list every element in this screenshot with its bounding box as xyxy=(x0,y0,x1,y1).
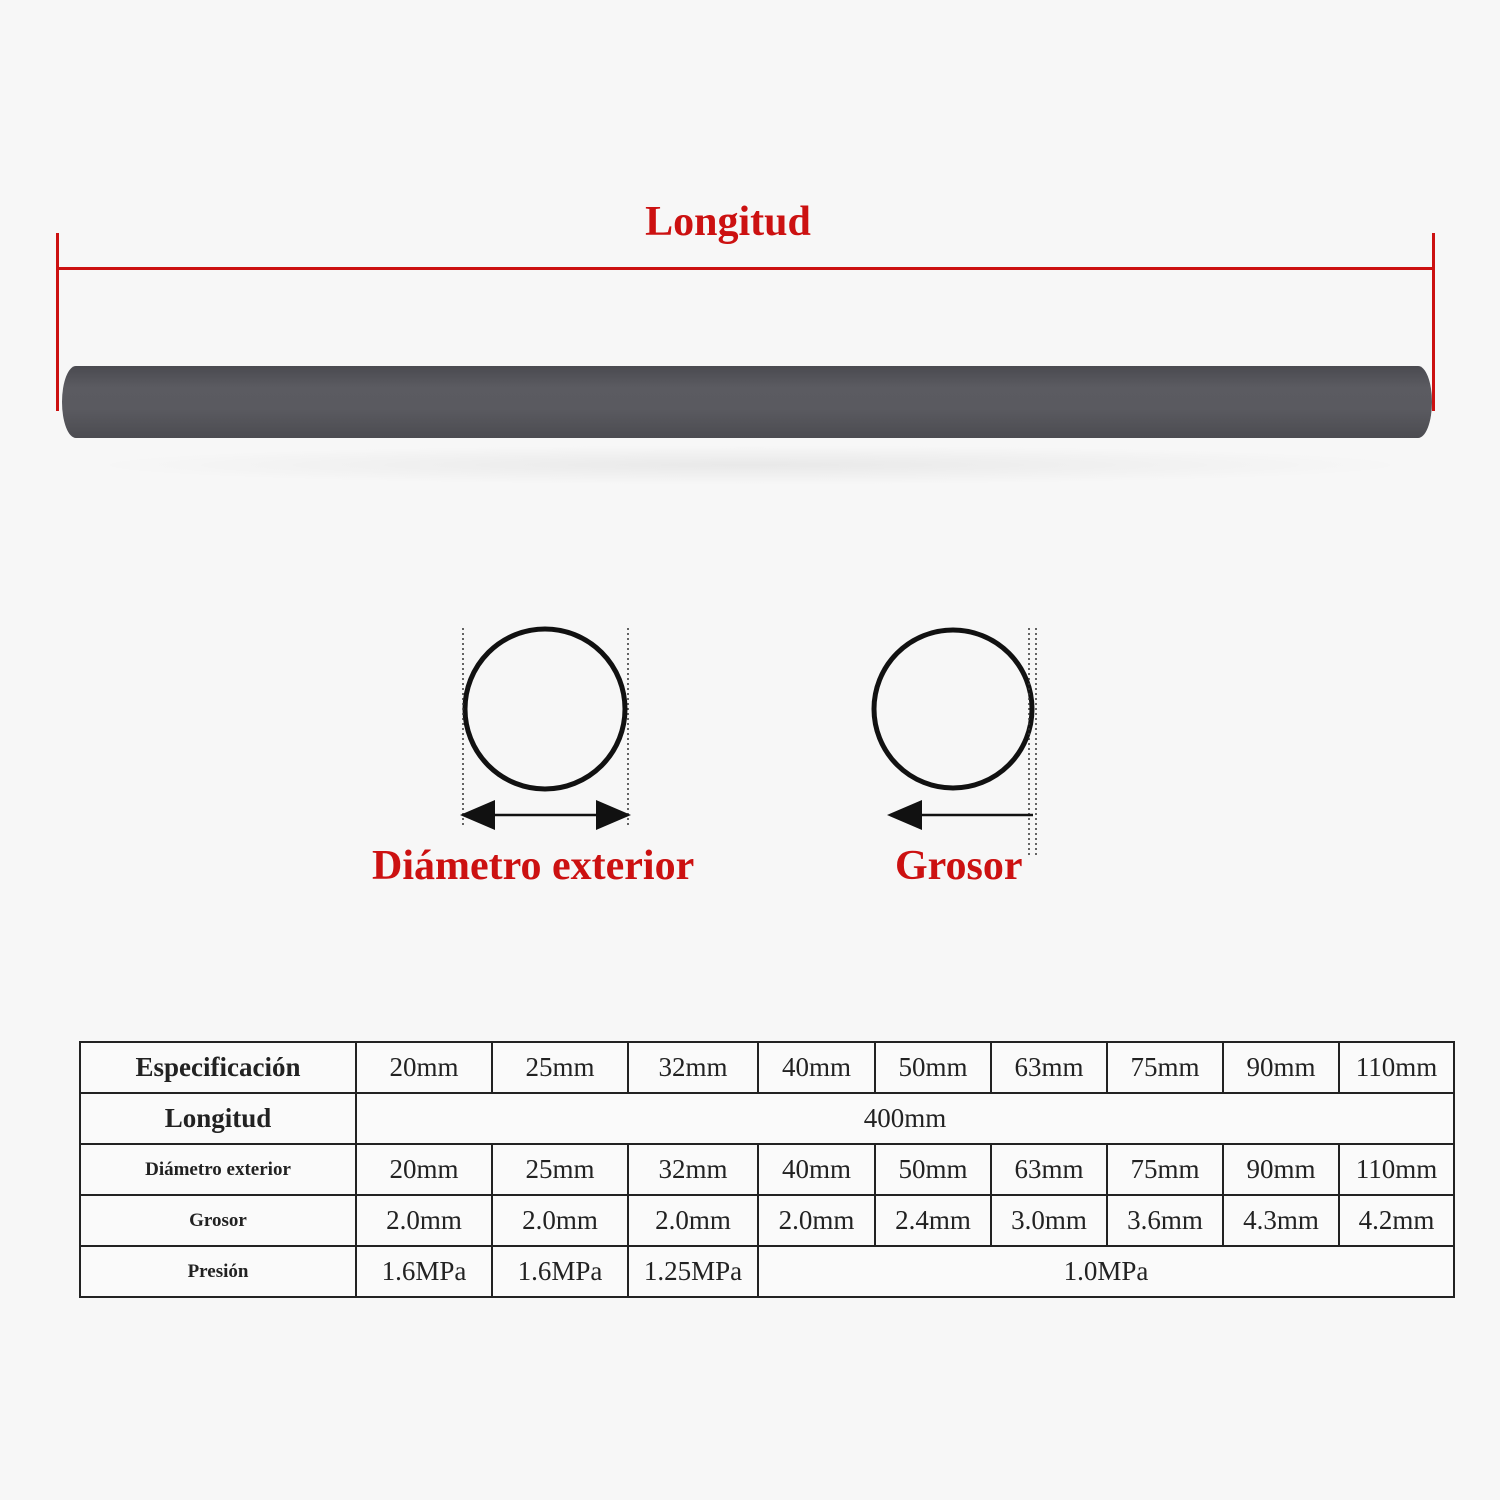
table-cell: 2.0mm xyxy=(356,1195,492,1246)
thickness-row xyxy=(80,1195,1454,1246)
pressure-merged-cell: 1.0MPa xyxy=(758,1246,1454,1297)
table-cell: 4.3mm xyxy=(1223,1195,1339,1246)
pressure-row xyxy=(80,1246,1454,1297)
table-cell: 1.6MPa xyxy=(492,1246,628,1297)
diameter-row xyxy=(80,1144,1454,1195)
table-cell: 4.2mm xyxy=(1339,1195,1454,1246)
table-cell: 40mm xyxy=(758,1042,875,1093)
spec-row-label: Especificación xyxy=(80,1042,356,1093)
table-cell: 50mm xyxy=(875,1042,991,1093)
table-cell: 90mm xyxy=(1223,1144,1339,1195)
table-cell: 2.0mm xyxy=(492,1195,628,1246)
spec-row xyxy=(80,1042,1454,1093)
table-cell: 50mm xyxy=(875,1144,991,1195)
pressure-row-label: Presión xyxy=(80,1246,356,1297)
table-cell: 20mm xyxy=(356,1144,492,1195)
outer-diameter-circle xyxy=(465,629,625,789)
table-cell: 110mm xyxy=(1339,1042,1454,1093)
table-cell: 2.0mm xyxy=(628,1195,758,1246)
diameter-row-label: Diámetro exterior xyxy=(80,1144,356,1195)
table-cell: 90mm xyxy=(1223,1042,1339,1093)
length-label: Longitud xyxy=(645,199,811,245)
table-cell: 1.25MPa xyxy=(628,1246,758,1297)
table-cell: 75mm xyxy=(1107,1042,1223,1093)
table-cell: 1.6MPa xyxy=(356,1246,492,1297)
table-cell: 40mm xyxy=(758,1144,875,1195)
table-cell: 3.0mm xyxy=(991,1195,1107,1246)
table-cell: 2.0mm xyxy=(758,1195,875,1246)
table-cell: 25mm xyxy=(492,1144,628,1195)
length-value-cell: 400mm xyxy=(356,1093,1454,1144)
spec-table xyxy=(79,1041,1455,1298)
table-cell: 32mm xyxy=(628,1144,758,1195)
table-cell: 63mm xyxy=(991,1144,1107,1195)
thickness-label: Grosor xyxy=(895,843,1023,889)
thickness-diagram xyxy=(874,628,1036,855)
table-cell: 20mm xyxy=(356,1042,492,1093)
outer-diameter-label: Diámetro exterior xyxy=(372,843,695,889)
table-cell: 25mm xyxy=(492,1042,628,1093)
thickness-circle xyxy=(874,630,1032,788)
table-cell: 110mm xyxy=(1339,1144,1454,1195)
outer-diameter-diagram xyxy=(463,628,628,825)
table-cell: 63mm xyxy=(991,1042,1107,1093)
thickness-row-label: Grosor xyxy=(80,1195,356,1246)
table-cell: 75mm xyxy=(1107,1144,1223,1195)
table-cell: 32mm xyxy=(628,1042,758,1093)
length-row xyxy=(80,1093,1454,1144)
length-row-label: Longitud xyxy=(80,1093,356,1144)
table-cell: 3.6mm xyxy=(1107,1195,1223,1246)
table-cell: 2.4mm xyxy=(875,1195,991,1246)
